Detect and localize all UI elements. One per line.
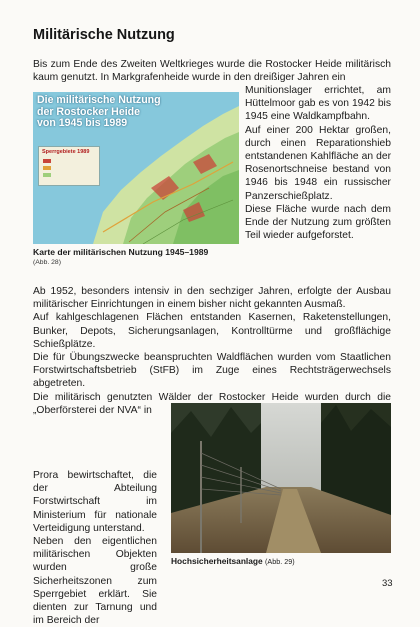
left-column-paragraph: Neben den eigentlichen militärischen Objekten wurden große Sicherheitszonen zum Sperrgebiet erklärt. Sie dienten zur Tarnung und im Bereich der bbox=[33, 536, 157, 627]
legend-swatch bbox=[43, 166, 51, 170]
main-paragraph: Die für Übungszwecke beanspruchten Waldflächen wurden vom Staatlichen Forstwirtschaftsbetrieb (StFB) im Zuge eines Rechtsträgerwechsels abgetreten. bbox=[33, 352, 391, 390]
photo-caption bbox=[171, 556, 295, 566]
map-title-line1: Die militärische Nutzung bbox=[37, 94, 161, 106]
photo-caption-title: Hochsicherheitsanlage bbox=[171, 556, 263, 566]
photo-graphic bbox=[171, 403, 391, 553]
intro-paragraph: Bis zum Ende des Zweiten Weltkrieges wurde die Rostocker Heide militärisch kaum genutzt. In Markgrafenheide wurde in den dreißiger Jahren ein bbox=[33, 59, 391, 84]
main-paragraph: Die militärisch genutzten Wälder der Rostocker Heide wurden durch die „Oberförsterei der NVA“ in bbox=[33, 391, 391, 416]
section-title: Militärische Nutzung bbox=[33, 27, 175, 43]
map-caption-reference: (Abb. 28) bbox=[33, 259, 61, 266]
main-text bbox=[33, 285, 391, 417]
main-paragraph: Ab 1952, besonders intensiv in den sechziger Jahren, erfolgte der Ausbau militärischer Einrichtungen in einem bisher nicht gekannten Ausmaß. bbox=[33, 286, 391, 311]
right-column-paragraph: Munitionslager errichtet, am Hüttelmoor gab es von 1942 bis 1945 eine Waldkampfbahn. bbox=[245, 85, 391, 123]
right-column-paragraph: Diese Fläche wurde nach dem Ende der Nutzung zum größten Teil wieder aufgeforstet. bbox=[245, 203, 391, 242]
legend-swatch bbox=[43, 159, 51, 163]
main-paragraph: Auf kahlgeschlagenen Flächen entstanden Kasernen, Raketenstellungen, Bunker, Depots, Sicherungsanlagen, Kontrolltürme und großflächige Schießplätze. bbox=[33, 312, 391, 350]
map-title-line2: der Rostocker Heide bbox=[37, 105, 141, 118]
map-legend-title: Sperrgebiete 1989 bbox=[42, 149, 90, 155]
map-legend bbox=[38, 146, 100, 186]
security-facility-photo bbox=[171, 403, 391, 553]
page-number: 33 bbox=[382, 578, 393, 589]
left-column-paragraph: Prora bewirtschaftet, die der Abteilung Forstwirtschaft im Ministerium für nationale Verteidigung unterstand. bbox=[33, 470, 157, 534]
map-title bbox=[37, 95, 237, 130]
map-caption: Karte der militärischen Nutzung 1945–1989 bbox=[33, 247, 209, 257]
legend-swatch bbox=[43, 173, 51, 177]
photo-caption-reference: (Abb. 29) bbox=[265, 557, 295, 566]
military-use-map bbox=[33, 92, 239, 244]
right-column-paragraph: Auf einer 200 Hektar großen, durch einen Reparationshieb entstandenen Kahlfläche an der Rosenortschneise bestand von 1946 bis 1948 ein russischer Panzerschießplatz. bbox=[245, 124, 391, 202]
right-column-text bbox=[245, 84, 391, 242]
map-title-line3: von 1945 bis 1989 bbox=[37, 117, 128, 129]
left-column-text bbox=[33, 469, 157, 627]
